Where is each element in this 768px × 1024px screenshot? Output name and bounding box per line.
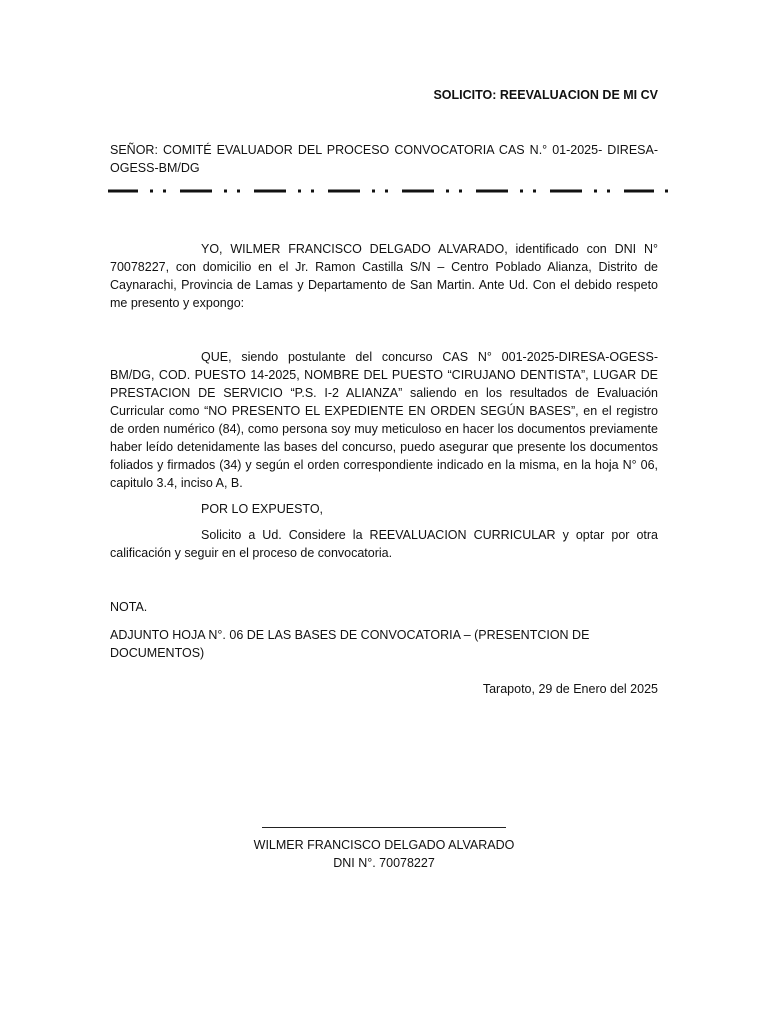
- signature-name: WILMER FRANCISCO DELGADO ALVARADO: [253, 838, 515, 852]
- date-line: Tarapoto, 29 de Enero del 2025: [482, 682, 658, 696]
- signature-line: [262, 815, 506, 828]
- nota-label: NOTA.: [110, 600, 148, 614]
- adjunto-line: ADJUNTO HOJA N°. 06 DE LAS BASES DE CONVOCATORIA – (PRESENTCION DE DOCUMENTOS): [110, 628, 590, 660]
- dash-dot-divider: [108, 186, 670, 196]
- signature-dni: DNI N°. 70078227: [333, 856, 435, 870]
- que-paragraph: QUE, siendo postulante del concurso CAS N° 001-2025-DIRESA-OGESS-BM/DG, COD. PUESTO 14-2025, NOMBRE DEL PUESTO “CIRUJANO DENTISTA”, LUGAR DE PRESTACION DE SERVICIO “P.S. I-2 ALIANZA” saliendo en los resultados de Evaluación Curricular como “NO PRESENTO EL EXPEDIENTE EN ORDEN SEGÚN BASES”, en el registro de orden numérico (84), como persona soy muy meticuloso en hacer los documentos previamente haber leído detenidamente las bases del concurso, puedo asegurar que presente los documentos foliados y firmados (34) y según el orden correspondiente indicado en la misma, en la hoja N° 06, capitulo 3.4, inciso A, B.: [110, 350, 658, 490]
- intro-paragraph: YO, WILMER FRANCISCO DELGADO ALVARADO, identificado con DNI N° 70078227, con domicilio en el Jr. Ramon Castilla S/N – Centro Poblado Alianza, Distrito de Caynarachi, Provincia de Lamas y Departamento de San Martin. Ante Ud. Con el debido respeto me presento y expongo:: [110, 242, 658, 310]
- addressee: SEÑOR: COMITÉ EVALUADOR DEL PROCESO CONVOCATORIA CAS N.° 01-2025- DIRESA-OGESS-BM/DG: [110, 143, 658, 175]
- subject-line: SOLICITO: REEVALUACION DE MI CV: [433, 88, 658, 102]
- solicito-paragraph: Solicito a Ud. Considere la REEVALUACION CURRICULAR y optar por otra calificación y seguir en el proceso de convocatoria.: [110, 528, 658, 560]
- por-lo-expuesto: POR LO EXPUESTO,: [201, 502, 324, 516]
